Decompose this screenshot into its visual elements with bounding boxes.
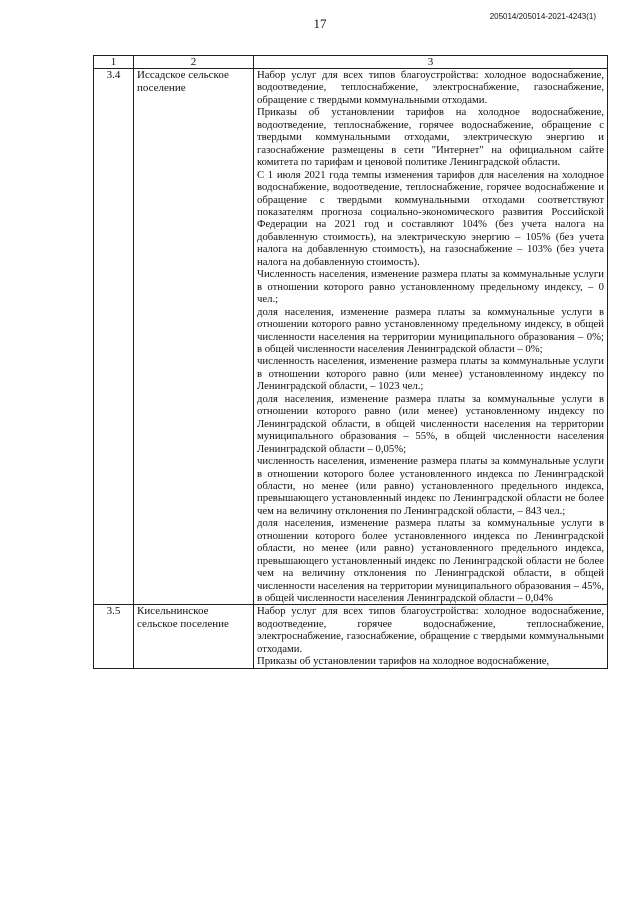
tariff-table [93, 55, 608, 669]
row-description [254, 605, 608, 668]
paragraph: Набор услуг для всех типов благоустройства: холодное водоснабжение, водоотведение, теплоснабжение, электроснабжение, газоснабжение, обращение с твердыми коммунальными отходами. [257, 69, 604, 106]
document-id: 205014/205014-2021-4243(1) [489, 12, 596, 21]
table-row [94, 605, 608, 668]
paragraph: Численность населения, изменение размера платы за коммунальные услуги в отношении которого равно установленному предельному индексу, – 0 чел.; [257, 268, 604, 306]
paragraph: численность населения, изменение размера платы за коммунальные услуги в отношении которого более установленного индекса по Ленинградской области, но менее (или равно) установленного предельного индекса, превышающего установленный индекс по Ленинградской области не более чем на величину отклонения по Ленинградской области, – 843 чел.; [257, 455, 604, 517]
paragraph: Набор услуг для всех типов благоустройства: холодное водоснабжение, водоотведение, горячее водоснабжение, теплоснабжение, электроснабжение, газоснабжение, обращение с твердыми коммунальными отходами. [257, 605, 604, 655]
row-number: 3.5 [94, 605, 134, 668]
settlement-name: Кисельнинское сельское поселение [134, 605, 254, 668]
paragraph: Приказы об установлении тарифов на холодное водоснабжение, водоотведение, теплоснабжение, горячее водоснабжение, обращение с твердыми коммунальными отходами, электрическую энергию и газоснабжение размещены в сети "Интернет" на официальном сайте комитета по тарифам и ценовой политике Ленинградской области. [257, 106, 604, 169]
table-row [94, 69, 608, 605]
table-header-row [94, 56, 608, 69]
column-header: 3 [254, 56, 608, 69]
page-number: 17 [313, 16, 327, 31]
row-description [254, 69, 608, 605]
paragraph: доля населения, изменение размера платы за коммунальные услуги в отношении которого равно (или менее) установленному индексу по Ленинградской области, в общей численности населения на территории муниципального образования – 55%, в общей численности населения Ленинградской области – 0,05%; [257, 392, 604, 455]
column-header: 1 [94, 56, 134, 69]
settlement-name: Иссадское сельское поселение [134, 69, 254, 605]
row-number: 3.4 [94, 69, 134, 605]
paragraph: Приказы об установлении тарифов на холодное водоснабжение, [257, 655, 550, 668]
column-header: 2 [134, 56, 254, 69]
paragraph: численность населения, изменение размера платы за коммунальные услуги в отношении которого равно (или менее) установленному индексу по Ленинградской области, – 1023 чел.; [257, 355, 604, 393]
paragraph: доля населения, изменение размера платы за коммунальные услуги в отношении которого равно установленному предельному индексу, в общей численности населения на территории муниципального образования – 0%; в общей численности населения Ленинградской области – 0%; [257, 305, 604, 355]
paragraph: доля населения, изменение размера платы за коммунальные услуги в отношении которого более установленного индекса по Ленинградской области, но менее (или равно) установленного предельного индекса, превышающего установленный индекс по Ленинградской области не более чем на величину отклонения по Ленинградской области, в общей численности населения на территории муниципального образования – 45%, в общей численности населения Ленинградской области – 0,04% [257, 517, 604, 605]
paragraph: С 1 июля 2021 года темпы изменения тарифов для населения на холодное водоснабжение, водоотведение, теплоснабжение, горячее водоснабжение и обращение с твердыми коммунальными отходами соответствуют показателям прогноза социально-экономического развития Российской Федерации на 2021 год и составляют 104% (без учета налога на добавленную стоимость), на электрическую энергию – 105% (без учета налога на добавленную стоимость), на газоснабжение – 103% (без учета налога на добавленную стоимость). [257, 168, 604, 268]
